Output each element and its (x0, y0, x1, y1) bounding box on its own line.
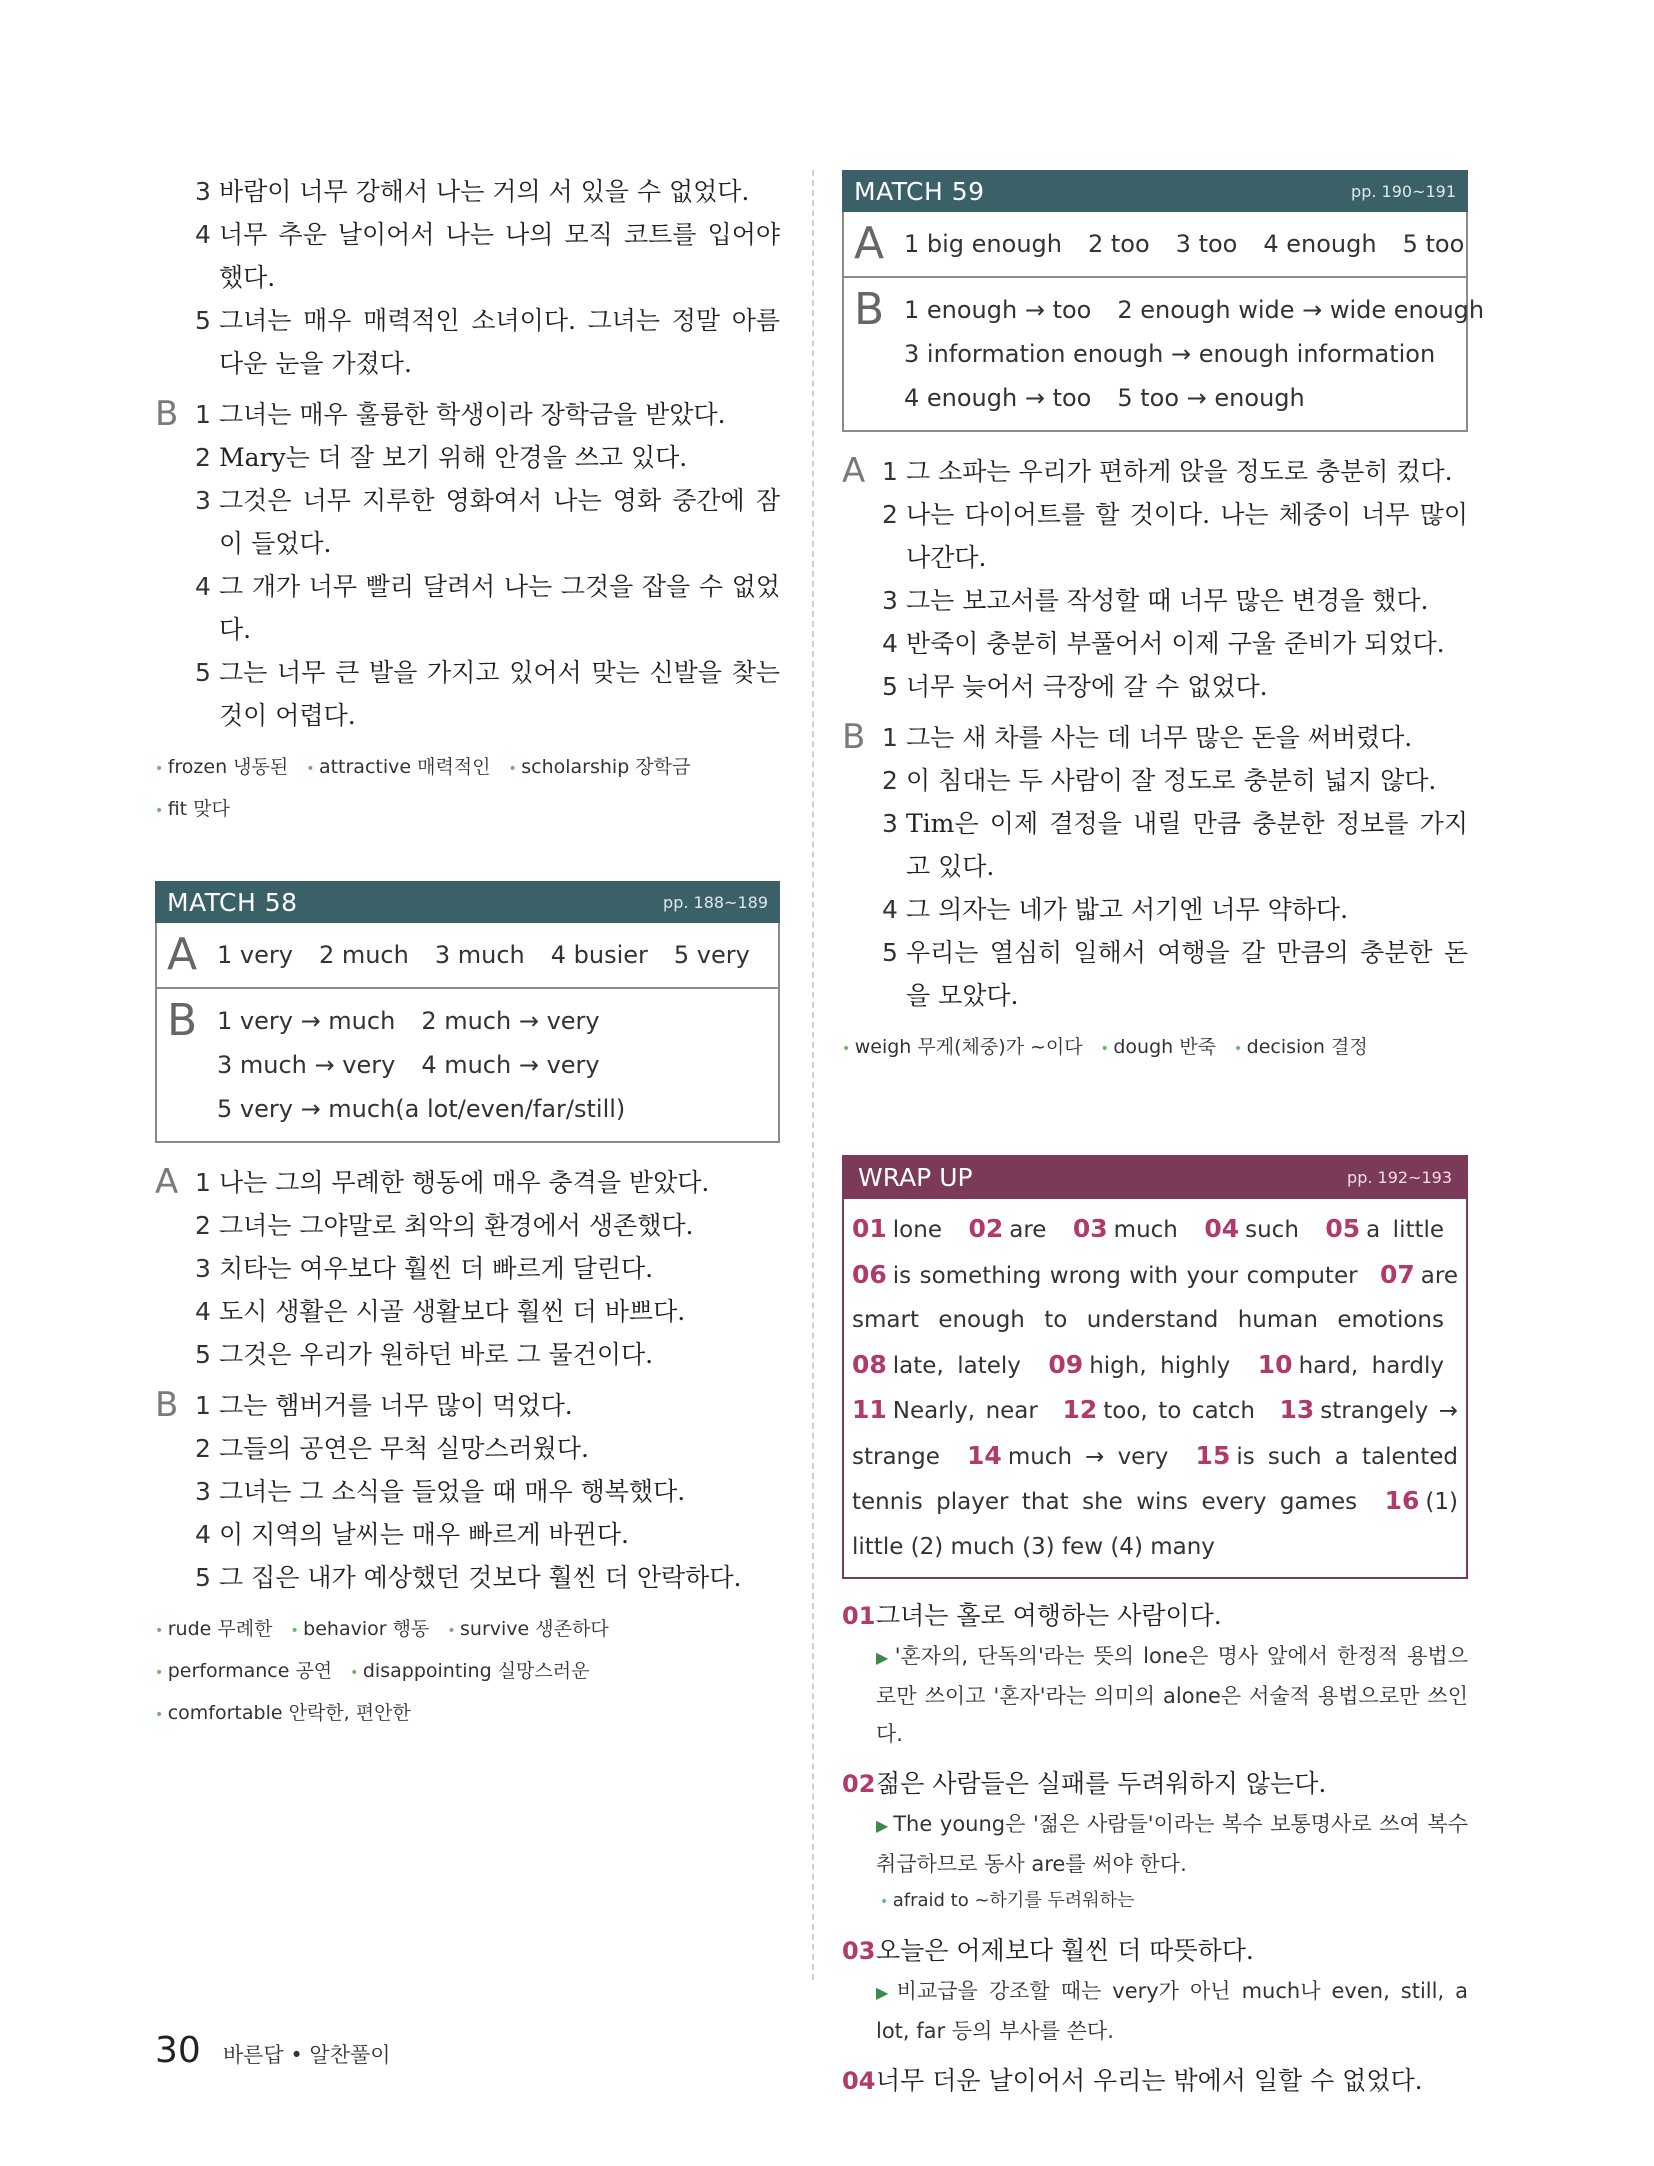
vocab-item: • rude 무례한 (155, 1618, 272, 1640)
vocab-item: • scholarship 장학금 (509, 756, 691, 778)
item-text: Tim은 이제 결정을 내릴 만큼 충분한 정보를 가지고 있다. (906, 809, 1468, 881)
answer-item: 5 very → much(a lot/even/far/still) (217, 1095, 626, 1123)
explanation-text: 그녀는 홀로 여행하는 사람이다. (876, 1601, 1222, 1630)
match-58-box (155, 881, 780, 1143)
item-number: 1 (195, 1391, 211, 1420)
wrap-up-number: 14 (967, 1440, 1002, 1470)
wrap-up-answer: strangely → strange (852, 1398, 1459, 1470)
translation-item (842, 665, 1468, 708)
explanation-note: ▶ 비교급을 강조할 때는 very가 아닌 much나 even, still, a lot, far 등의 부사를 쓴다. (876, 1972, 1468, 2050)
answers-b (157, 987, 778, 1141)
wrap-up-item (852, 1395, 1038, 1424)
answer-item: 4 much → very (421, 1051, 600, 1079)
translation-item (842, 759, 1468, 802)
item-number: 1 (882, 723, 898, 752)
vocab-item: • survive 생존하다 (447, 1618, 608, 1640)
answer-item: 3 information enough → enough information (904, 340, 1436, 368)
translation-item (155, 1556, 780, 1599)
section-letter: A (155, 1162, 179, 1202)
wrap-up-number: 05 (1325, 1214, 1361, 1243)
wrap-up-pages: pp. 192~193 (1347, 1167, 1452, 1187)
wrap-up-number: 03 (1072, 1214, 1108, 1243)
wrap-up-header (844, 1155, 1466, 1199)
page-number: 30 (155, 2030, 201, 2071)
item-number: 1 (195, 400, 211, 429)
section-letter: B (155, 1385, 179, 1425)
item-text: 그 소파는 우리가 편하게 앉을 정도로 충분히 컸다. (906, 457, 1453, 486)
wrap-up-item (967, 1440, 1169, 1470)
explanation-number: 04 (842, 2067, 876, 2095)
match-59-box (842, 170, 1485, 432)
wrap-up-item (1257, 1349, 1445, 1379)
wrap-up-number: 16 (1384, 1486, 1420, 1515)
explanations (842, 1595, 1468, 2102)
item-number: 4 (195, 220, 211, 249)
translation-item (842, 888, 1468, 931)
answer-item: 2 enough wide → wide enough (1117, 296, 1485, 324)
item-number: 1 (195, 1168, 211, 1197)
item-text: 그것은 우리가 원하던 바로 그 물건이다. (219, 1340, 654, 1369)
vocab-item: • behavior 행동 (290, 1618, 429, 1640)
answer-item: 5 too (1402, 230, 1465, 258)
answer-item: 2 too (1087, 230, 1150, 258)
translation-item (155, 1204, 780, 1247)
item-number: 3 (882, 809, 898, 838)
item-number: 3 (195, 486, 211, 515)
wrap-up-number: 07 (1380, 1259, 1415, 1289)
translation-item (842, 716, 1468, 759)
section-letter: B (167, 995, 198, 1046)
wrap-up-number: 13 (1279, 1395, 1315, 1424)
translation-item (155, 299, 780, 385)
answer-item: 2 much (318, 941, 409, 969)
item-text: 우리는 열심히 일해서 여행을 갈 만큼의 충분한 돈을 모았다. (906, 938, 1468, 1010)
wrap-up-answer: are smart enough to understand human emotions (852, 1262, 1458, 1333)
match-answers (842, 212, 1485, 432)
wrap-up-item (852, 1214, 942, 1243)
match-title: MATCH 59 (854, 176, 985, 206)
vocab-item: • dough 반죽 (1101, 1036, 1216, 1058)
column-divider (812, 170, 814, 1980)
item-text: 그는 보고서를 작성할 때 너무 많은 변경을 했다. (906, 586, 1429, 615)
answer-lines (904, 222, 1490, 266)
section-letter: A (842, 451, 866, 491)
wrap-up-answer: Nearly, near (892, 1398, 1038, 1424)
answer-item: 3 much → very (217, 1051, 396, 1079)
vocab-item: • fit 맞다 (155, 798, 230, 820)
item-text: 그녀는 그야말로 최악의 환경에서 생존했다. (219, 1211, 694, 1240)
item-text: 치타는 여우보다 훨씬 더 빠르게 달린다. (219, 1254, 654, 1283)
explanation-item (842, 1930, 1468, 2050)
item-number: 5 (195, 1563, 211, 1592)
vocab-item: • attractive 매력적인 (306, 756, 490, 778)
wrap-up-number: 12 (1062, 1395, 1098, 1424)
item-text: 도시 생활은 시골 생활보다 훨씬 더 바쁘다. (219, 1297, 686, 1326)
wrap-up-number: 04 (1204, 1214, 1240, 1243)
vocab-item: • afraid to ~하기를 두려워하는 (880, 1883, 1468, 1920)
item-text: 그것은 너무 지루한 영화여서 나는 영화 중간에 잠이 들었다. (219, 486, 780, 558)
explanation-text: 오늘은 어제보다 훨씬 더 따뜻하다. (876, 1936, 1254, 1965)
vocab-item: • weigh 무게(체중)가 ~이다 (842, 1036, 1083, 1058)
item-number: 3 (195, 177, 211, 206)
wrap-up-answer: lone (892, 1217, 942, 1243)
answer-item: 1 very → much (217, 1007, 396, 1035)
translation-item (155, 565, 780, 651)
item-number: 1 (882, 457, 898, 486)
explanation-translation (842, 2060, 1468, 2102)
vocab-list (155, 1609, 780, 1735)
translation-item (842, 579, 1468, 622)
translation-item (155, 393, 780, 436)
wrap-up-answer: (1) little (2) much (3) few (4) many (852, 1489, 1458, 1560)
item-text: 너무 늦어서 극장에 갈 수 없었다. (906, 672, 1268, 701)
section-letter: B (155, 394, 179, 434)
item-text: 그들의 공연은 무척 실망스러웠다. (219, 1434, 589, 1463)
section-letter: A (854, 218, 885, 269)
vocab-list (842, 1027, 1468, 1069)
item-text: 그 의자는 네가 밟고 서기엔 너무 약하다. (906, 895, 1349, 924)
translation-item (155, 1247, 780, 1290)
wrap-up-item (1325, 1214, 1445, 1243)
translation-item (155, 1513, 780, 1556)
wrap-up-item (852, 1349, 1021, 1379)
wrap-up-answer: is something wrong with your computer (892, 1262, 1358, 1289)
item-number: 2 (882, 766, 898, 795)
explanation-number: 01 (842, 1602, 876, 1630)
wrap-up-answer: high, highly (1089, 1352, 1231, 1379)
answer-item: 1 big enough (904, 230, 1062, 258)
translation-item (155, 1427, 780, 1470)
explanation-text: 너무 더운 날이어서 우리는 밖에서 일할 수 없었다. (876, 2066, 1423, 2095)
wrap-up-item (1048, 1349, 1231, 1379)
item-text: 이 침대는 두 사람이 잘 정도로 충분히 넓지 않다. (906, 766, 1437, 795)
item-text: Mary는 더 잘 보기 위해 안경을 쓰고 있다. (219, 443, 688, 472)
section-letter: B (842, 717, 866, 757)
wrap-up-answer: a little (1366, 1217, 1445, 1243)
answer-lines (217, 999, 768, 1131)
explanation-number: 02 (842, 1770, 876, 1798)
left-column (155, 170, 780, 1735)
wrap-up-number: 06 (852, 1259, 887, 1289)
item-text: 바람이 너무 강해서 나는 거의 서 있을 수 없었다. (219, 177, 750, 206)
wrap-up-title: WRAP UP (858, 1162, 973, 1192)
wrap-up-number: 02 (968, 1214, 1004, 1243)
explanation-note: ▶ The young은 '젊은 사람들'이라는 복수 보통명사로 쓰여 복수 취급하므로 동사 are를 써야 한다. (876, 1805, 1468, 1883)
item-text: 그는 햄버거를 너무 많이 먹었다. (219, 1391, 573, 1420)
answer-lines (904, 288, 1510, 420)
explanation-translation (842, 1595, 1468, 1637)
answer-item: 3 much (434, 941, 525, 969)
item-number: 5 (195, 306, 211, 335)
wrap-up-number: 11 (852, 1395, 887, 1424)
explanation-item (842, 1763, 1468, 1920)
answer-item: 1 very (217, 941, 293, 969)
item-text: 이 지역의 날씨는 매우 빠르게 바뀐다. (219, 1520, 629, 1549)
wrap-up-answer: such (1245, 1217, 1299, 1243)
translation-item (155, 213, 780, 299)
wrap-up-answer: hard, hardly (1298, 1352, 1445, 1379)
wrap-up-answer: are (1009, 1217, 1047, 1243)
item-text: 그 집은 내가 예상했던 것보다 훨씬 더 안락하다. (219, 1563, 742, 1592)
answer-line (904, 332, 1510, 376)
answer-item: 4 enough (1263, 230, 1377, 258)
item-number: 5 (882, 672, 898, 701)
translation-item (155, 1161, 780, 1204)
item-number: 5 (195, 1340, 211, 1369)
vocab-item: • performance 공연 (155, 1660, 332, 1682)
vocab-item: • decision 결정 (1234, 1036, 1368, 1058)
wrap-up-item (852, 1259, 1358, 1289)
wrap-up-number: 08 (852, 1349, 887, 1379)
answer-line (217, 1087, 768, 1131)
item-text: 그는 새 차를 사는 데 너무 많은 돈을 써버렸다. (906, 723, 1413, 752)
translation-item (842, 802, 1468, 888)
wrap-up-item (1204, 1214, 1299, 1243)
answer-item: 4 busier (550, 941, 648, 969)
translation-item (155, 479, 780, 565)
item-number: 4 (195, 1297, 211, 1326)
answer-item: 5 too → enough (1117, 384, 1305, 412)
answer-item: 2 much → very (421, 1007, 600, 1035)
item-number: 5 (882, 938, 898, 967)
item-text: 너무 추운 날이어서 나는 나의 모직 코트를 입어야 했다. (219, 220, 780, 292)
item-text: 그녀는 매우 훌륭한 학생이라 장학금을 받았다. (219, 400, 726, 429)
translation-item (155, 1333, 780, 1376)
answers-a (844, 212, 1466, 276)
wrap-up-answer: late, lately (892, 1352, 1021, 1379)
vocab-item: • disappointing 실망스러운 (350, 1660, 589, 1682)
item-text: 그는 너무 큰 발을 가지고 있어서 맞는 신발을 찾는 것이 어렵다. (219, 658, 780, 730)
item-text: 반죽이 충분히 부풀어서 이제 구울 준비가 되었다. (906, 629, 1445, 658)
answers-b (844, 276, 1485, 430)
wrap-up-number: 15 (1195, 1440, 1231, 1470)
item-number: 3 (195, 1477, 211, 1506)
item-number: 3 (195, 1254, 211, 1283)
wrap-up-item (968, 1214, 1047, 1243)
wrap-up-answer: much → very (1007, 1443, 1169, 1470)
section-letter: A (167, 929, 198, 980)
item-number: 4 (882, 895, 898, 924)
wrap-up-number: 10 (1257, 1349, 1293, 1379)
answer-item: 4 enough → too (904, 384, 1092, 412)
match-pages: pp. 190~191 (1351, 181, 1456, 201)
item-number: 4 (195, 1520, 211, 1549)
explanation-translation (842, 1763, 1468, 1805)
item-text: 나는 그의 무례한 행동에 매우 충격을 받았다. (219, 1168, 710, 1197)
item-text: 그 개가 너무 빨리 달려서 나는 그것을 잡을 수 없었다. (219, 572, 780, 644)
explanation-item (842, 2060, 1468, 2102)
item-number: 5 (195, 658, 211, 687)
item-text: 그녀는 매우 매력적인 소녀이다. 그녀는 정말 아름다운 눈을 가졌다. (219, 306, 780, 378)
item-text: 나는 다이어트를 할 것이다. 나는 체중이 너무 많이 나간다. (906, 500, 1468, 572)
section-letter: B (854, 284, 885, 335)
item-number: 2 (195, 443, 211, 472)
answer-item: 5 very (673, 941, 750, 969)
translation-item (155, 170, 780, 213)
match-header (155, 881, 780, 923)
wrap-up-item (1072, 1214, 1178, 1243)
wrap-up-number: 09 (1048, 1349, 1084, 1379)
translation-item (842, 931, 1468, 1017)
vocab-item: • frozen 냉동된 (155, 756, 288, 778)
vocab-item: • comfortable 안락한, 편안한 (155, 1702, 411, 1724)
answer-line (904, 288, 1510, 332)
item-number: 2 (882, 500, 898, 529)
translation-item (155, 1290, 780, 1333)
item-number: 3 (882, 586, 898, 615)
wrap-up-item (1062, 1395, 1255, 1424)
answers-a (157, 923, 778, 987)
explanation-translation (842, 1930, 1468, 1972)
translation-group-b (155, 393, 780, 737)
translation-item (842, 450, 1468, 493)
right-column (842, 170, 1485, 2112)
answer-line (217, 999, 768, 1043)
explanation-number: 03 (842, 1937, 876, 1965)
answer-lines (217, 933, 776, 977)
item-number: 4 (882, 629, 898, 658)
match-pages: pp. 188~189 (663, 892, 768, 912)
match58-translation-a (155, 1161, 780, 1376)
match-answers (155, 923, 780, 1143)
wrap-up-answer: is such a talented tennis player that she wins every games (852, 1443, 1458, 1515)
translation-group-continued (155, 170, 780, 385)
translation-item (155, 1384, 780, 1427)
explanation-text: 젊은 사람들은 실패를 두려워하지 않는다. (876, 1769, 1327, 1798)
match-title: MATCH 58 (167, 887, 298, 917)
translation-item (155, 651, 780, 737)
match58-translation-b (155, 1384, 780, 1599)
answer-item: 3 too (1175, 230, 1238, 258)
item-number: 4 (195, 572, 211, 601)
answer-line (217, 1043, 768, 1087)
vocab-list (155, 747, 780, 831)
translation-item (155, 1470, 780, 1513)
translation-item (155, 436, 780, 479)
wrap-up-number: 01 (852, 1214, 887, 1243)
item-number: 2 (195, 1211, 211, 1240)
wrap-up-answer: too, to catch (1103, 1398, 1255, 1424)
answer-line (904, 376, 1510, 420)
item-number: 2 (195, 1434, 211, 1463)
explanation-item (842, 1595, 1468, 1753)
match59-translation-a (842, 450, 1468, 708)
translation-item (842, 622, 1468, 665)
page-footer (155, 2030, 391, 2071)
footer-text: 바른답 • 알찬풀이 (222, 2043, 391, 2067)
explanation-note: ▶ '혼자의, 단독의'라는 뜻의 lone은 명사 앞에서 한정적 용법으로만 쓰이고 '혼자'라는 의미의 alone은 서술적 용법으로만 쓰인다. (876, 1637, 1468, 1753)
answer-item: 1 enough → too (904, 296, 1092, 324)
translation-item (842, 493, 1468, 579)
wrap-up-box (842, 1155, 1468, 1579)
wrap-up-answer: much (1113, 1217, 1178, 1243)
wrap-up-answers (844, 1199, 1466, 1577)
match59-translation-b (842, 716, 1468, 1017)
match-header (842, 170, 1468, 212)
item-text: 그녀는 그 소식을 들었을 때 매우 행복했다. (219, 1477, 686, 1506)
